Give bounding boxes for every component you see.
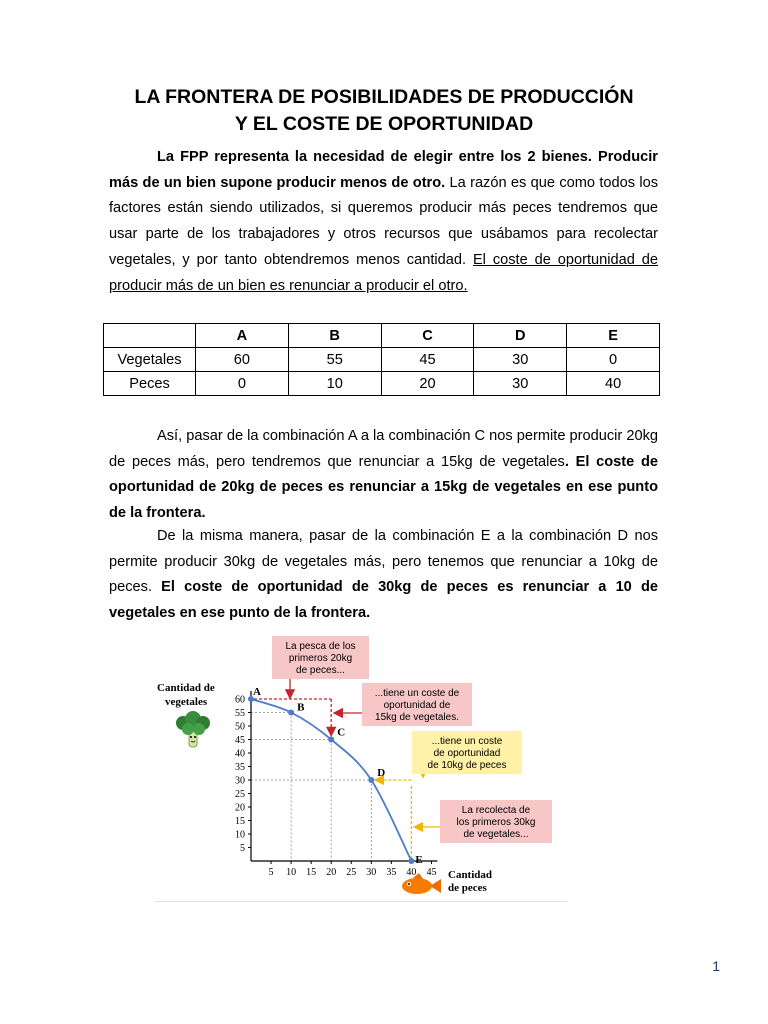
intro-sentence-3: La razón es que como todos los factores están siendo utilizados, si queremos producir más peces tendremos que usar parte de los trabajadores y otros recursos que usábamos para recolectar vegetales, y por tanto obtendremos menos cantidad. [109, 174, 658, 268]
paragraph-a-to-c [109, 424, 658, 527]
x-tick-label: 25 [346, 867, 357, 878]
x-axis-label-line1: Cantidad [448, 869, 493, 881]
table-cell: 40 [567, 372, 660, 396]
x-tick-label: 45 [426, 867, 437, 878]
callout-text: los primeros 30kg [456, 817, 536, 828]
table-cell: 0 [567, 348, 660, 372]
table-row-label: Peces [104, 372, 196, 396]
table-cell: 10 [288, 372, 381, 396]
point-label-b: B [297, 701, 305, 714]
y-tick-label: 15 [235, 816, 245, 827]
page-title [0, 84, 768, 138]
table-cell: 0 [196, 372, 289, 396]
table-header-cell: B [288, 324, 381, 348]
table-cell: 30 [474, 348, 567, 372]
y-tick-label: 50 [235, 721, 245, 733]
y-axis-label-line1: Cantidad de [157, 682, 215, 694]
y-tick-label: 45 [235, 735, 245, 746]
y-tick-labels [235, 695, 245, 855]
paragraph-e-to-d [109, 524, 658, 627]
x-tick-label: 10 [286, 867, 297, 878]
callout-recolecta-primeros-30kg [440, 800, 552, 843]
table-cell: 60 [196, 348, 289, 372]
table-header-row [104, 324, 660, 348]
y-tick-label: 40 [235, 748, 245, 760]
para2-sentence-2: El coste de oportunidad de 20kg de peces es renunciar a 15kg de vegetales en ese punto de la frontera. [109, 453, 658, 522]
y-tick-label: 55 [235, 708, 245, 719]
x-tick-label: 40 [406, 867, 417, 878]
table-row-label: Vegetales [104, 348, 196, 372]
table-header-cell: E [567, 324, 660, 348]
x-axis-label-line2: de peces [448, 882, 487, 894]
intro-sentence-1: La FPP representa la necesidad de elegir entre los 2 bienes. [157, 149, 592, 165]
table-header-cell: D [474, 324, 567, 348]
figure-bottom-border [155, 901, 567, 902]
callout-text: de peces... [296, 665, 345, 676]
callout-text: ...tiene un coste [431, 736, 503, 747]
callout-text: de oportunidad [433, 748, 501, 759]
callout-text: de vegetales... [463, 829, 529, 840]
table-header-cell: C [381, 324, 474, 348]
x-tick-label: 30 [366, 867, 377, 878]
table-cell: 20 [381, 372, 474, 396]
point-e [408, 858, 414, 864]
table-header-cell [104, 324, 196, 348]
page-number: 1 [712, 958, 720, 974]
callout-text: oportunidad de [383, 700, 451, 711]
para3-sentence-2: El coste de oportunidad de 30kg de peces es renunciar a 10 de vegetales en ese punto de la frontera. [109, 579, 658, 622]
point-label-a: A [253, 686, 261, 698]
table-cell: 55 [288, 348, 381, 372]
para2-period: . [564, 453, 569, 470]
x-tick-label: 20 [326, 867, 337, 878]
y-tick-label: 10 [235, 829, 245, 841]
table-header-cell: A [196, 324, 289, 348]
point-b [288, 710, 294, 716]
point-c [328, 737, 334, 743]
callout-text: La recolecta de [461, 805, 531, 816]
table-row [104, 372, 660, 396]
para2-sentence-1: Así, pasar de la combinación A a la combinación C nos permite producir 20kg de peces más, pero tendremos que renunciar a 15kg de vegetales [109, 428, 658, 470]
callout-text: de 10kg de peces [427, 760, 507, 771]
point-d [368, 777, 374, 783]
broccoli-icon [176, 711, 210, 747]
table-cell: 30 [474, 372, 567, 396]
y-tick-label: 35 [235, 762, 245, 773]
table-cell: 45 [381, 348, 474, 372]
x-tick-labels [269, 867, 437, 878]
callout-text: ...tiene un coste de [374, 688, 460, 699]
callout-text: 15kg de vegetales. [375, 712, 459, 723]
callout-text: La pesca de los [285, 641, 356, 652]
ppf-chart [155, 629, 567, 901]
x-tick-label: 5 [268, 867, 274, 878]
point-label-d: D [377, 767, 386, 779]
table-row [104, 348, 660, 372]
point-label-c: C [337, 726, 346, 739]
y-tick-label: 20 [235, 802, 245, 814]
production-table [103, 323, 660, 396]
callout-coste-10kg-peces [412, 731, 522, 774]
title-line-1: LA FRONTERA DE POSIBILIDADES DE PRODUCCIÓN [134, 86, 634, 108]
callout-pesca-primeros-20kg [272, 636, 369, 679]
title-line-2: Y EL COSTE DE OPORTUNIDAD [234, 113, 534, 135]
y-tick-label: 30 [235, 775, 245, 787]
ppf-chart-figure [155, 629, 567, 901]
chart-gridlines [251, 713, 371, 862]
intro-sentence-2: Producir más de un bien supone producir menos de otro. [109, 149, 658, 191]
y-axis-label-line2: vegetales [165, 696, 208, 708]
callout-coste-15kg-vegetales [362, 683, 472, 726]
y-tick-label: 60 [235, 694, 245, 706]
y-tick-label: 25 [235, 789, 245, 800]
intro-sentence-4: El coste de oportunidad de producir más de un bien es renunciar a producir el otro. [109, 251, 658, 294]
point-label-e: E [415, 854, 423, 866]
y-tick-label: 5 [240, 843, 245, 854]
para3-sentence-1: De la misma manera, pasar de la combinación E a la combinación D nos permite producir 30kg de vegetales más, pero tenemos que renunciar a 10kg de peces. [109, 528, 658, 596]
x-tick-label: 15 [306, 867, 317, 878]
callout-text: primeros 20kg [288, 653, 353, 664]
x-tick-label: 35 [386, 867, 397, 878]
intro-paragraph [109, 145, 658, 299]
